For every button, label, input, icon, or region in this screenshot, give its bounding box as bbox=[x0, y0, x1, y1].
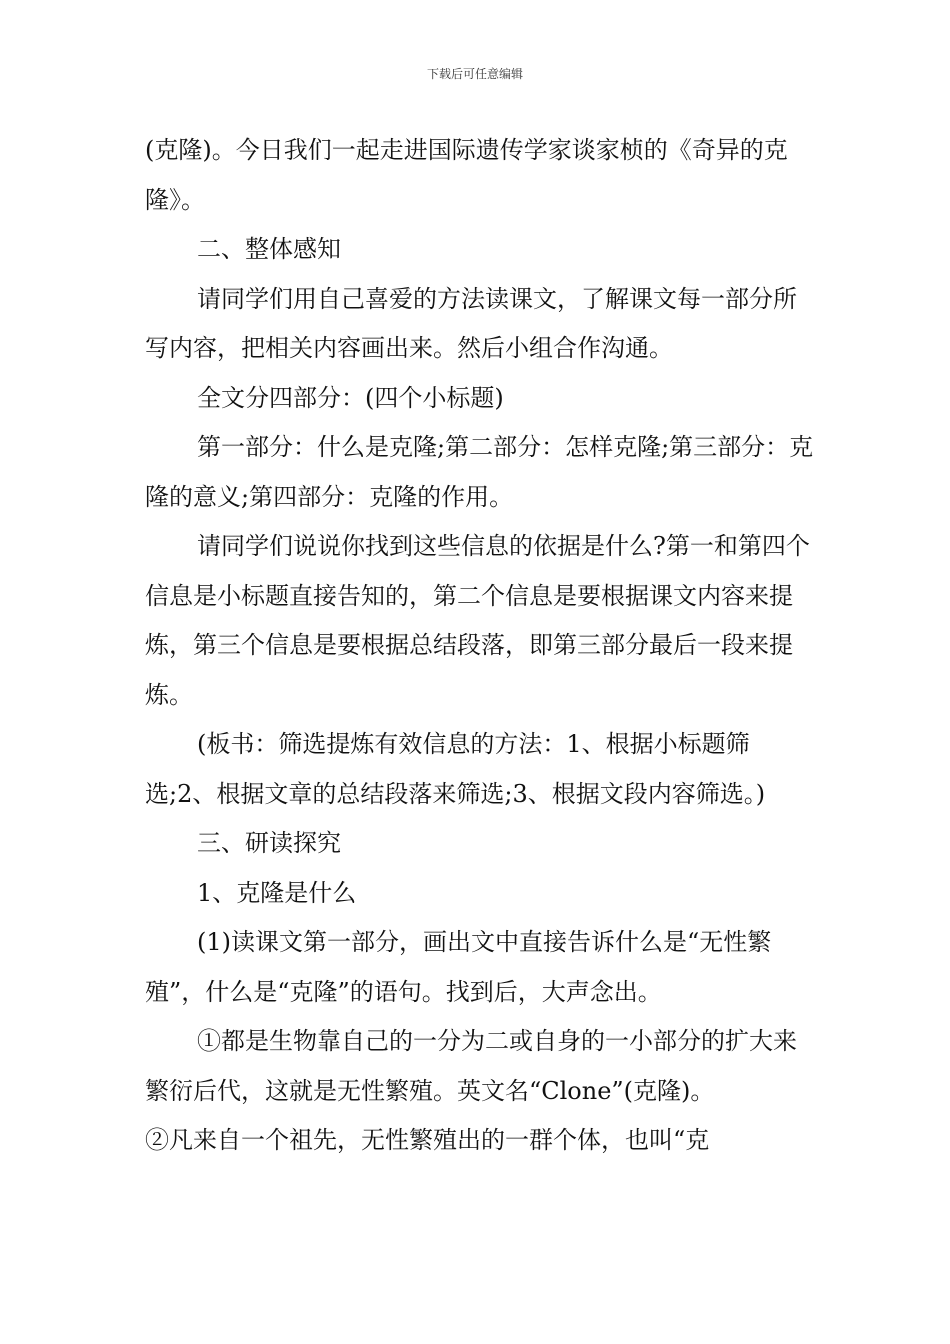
section-heading: 三、研读探究 bbox=[197, 829, 341, 857]
page-header: 下载后可任意编辑 bbox=[426, 67, 523, 81]
paragraph: ②凡来自一个祖先，无性繁殖出的一群个体，也叫“克 bbox=[145, 1126, 710, 1154]
paragraph: 请同学们说说你找到这些信息的依据是什么?第一和第四个信息是小标题直接告知的，第二个信息是要根据课文内容来提炼，第三个信息是要根据总结段落，即第三部分最后一段来提炼。 bbox=[145, 532, 810, 709]
paragraph: 请同学们用自己喜爱的方法读课文，了解课文每一部分所写内容，把相关内容画出来。然后小组合作沟通。 bbox=[145, 284, 797, 362]
paragraph: (板书：筛选提炼有效信息的方法：1、根据小标题筛选;2、根据文章的总结段落来筛选;3、根据文段内容筛选。) bbox=[145, 730, 766, 808]
paragraph: 全文分四部分：(四个小标题) bbox=[197, 383, 504, 412]
paragraph: (克隆)。今日我们一起走进国际遗传学家谈家桢的《奇异的克隆》。 bbox=[145, 136, 788, 214]
paragraph: ①都是生物靠自己的一分为二或自身的一小部分的扩大来繁衍后代，这就是无性繁殖。英文名“Clone”(克隆)。 bbox=[145, 1027, 797, 1105]
document-body bbox=[145, 126, 815, 1166]
section-heading: 二、整体感知 bbox=[197, 235, 341, 263]
paragraph: 第一部分：什么是克隆;第二部分：怎样克隆;第三部分：克隆的意义;第四部分：克隆的作用。 bbox=[145, 433, 814, 511]
paragraph: (1)读课文第一部分，画出文中直接告诉什么是“无性繁殖”，什么是“克隆”的语句。找到后，大声念出。 bbox=[145, 928, 772, 1006]
subsection-heading: 1、克隆是什么 bbox=[197, 878, 357, 907]
